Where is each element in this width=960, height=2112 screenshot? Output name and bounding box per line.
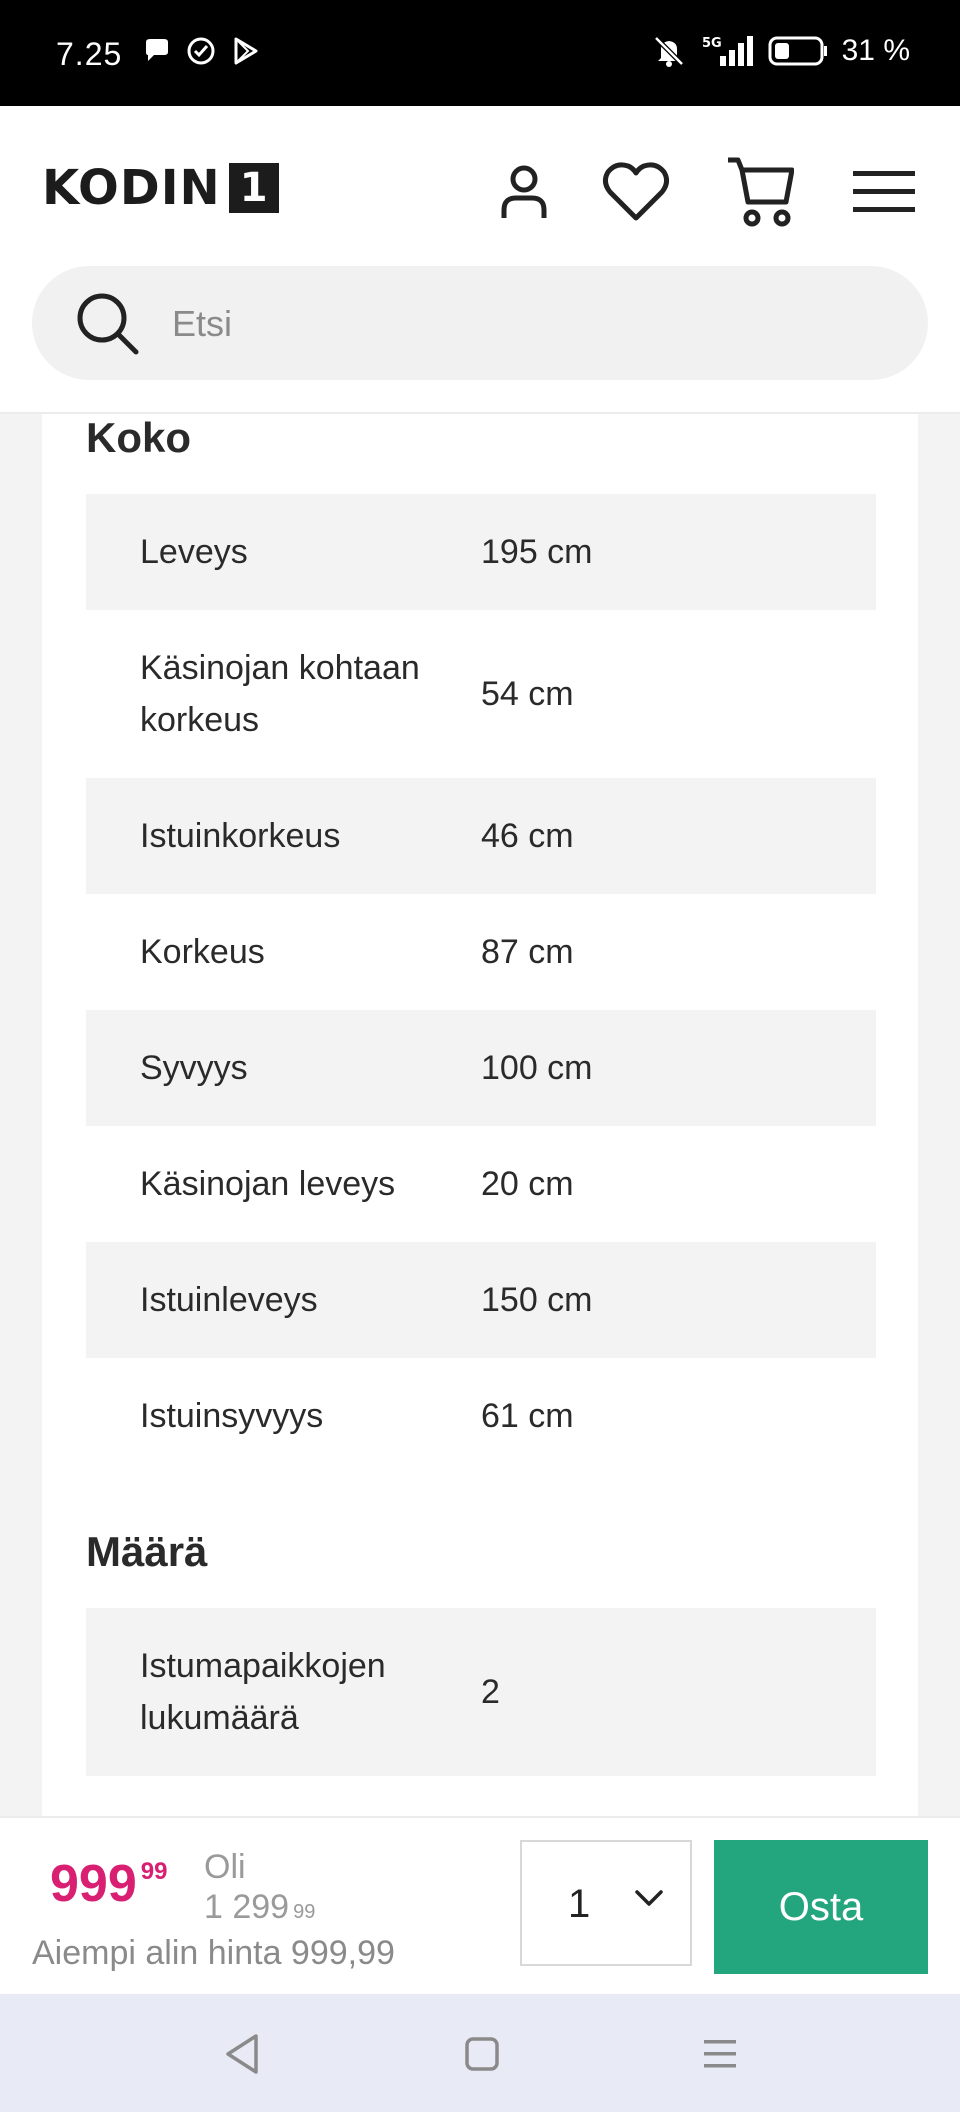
clock: 7.25 (56, 36, 123, 72)
account-button[interactable] (488, 156, 560, 228)
chevron-down-icon (634, 1888, 664, 1908)
spec-label: Istumapaikkojen lukumäärä (140, 1647, 386, 1737)
spec-label: Istuinkorkeus (140, 817, 341, 855)
current-price (50, 1854, 167, 1914)
home-button[interactable] (456, 2028, 508, 2080)
spec-row (86, 1126, 876, 1242)
menu-icon (851, 167, 917, 217)
spec-row (86, 1242, 876, 1358)
notification-icons (142, 36, 260, 66)
section-title-maara: Määrä (86, 1528, 208, 1575)
back-button[interactable] (216, 2028, 268, 2080)
section-title-koko: Koko (86, 414, 191, 461)
logo[interactable] (42, 162, 279, 214)
svg-text:5G: 5G (701, 36, 722, 51)
recents-icon (700, 2034, 740, 2074)
spec-value: 46 cm (481, 816, 574, 855)
battery-level: 31 % (841, 34, 910, 67)
battery-icon (768, 35, 828, 67)
spec-row (86, 1608, 876, 1776)
previous-price-integer: 1 299 (204, 1888, 290, 1926)
spec-value: 150 cm (481, 1280, 593, 1319)
spec-label: Käsinojan leveys (140, 1165, 396, 1203)
previous-price (204, 1888, 315, 1927)
recents-button[interactable] (694, 2028, 746, 2080)
spec-row (86, 1010, 876, 1126)
site-header (0, 106, 960, 414)
spec-value: 87 cm (481, 932, 574, 971)
home-icon (462, 2034, 502, 2074)
search-input[interactable] (172, 296, 872, 352)
spec-label: Syvyys (140, 1049, 248, 1087)
spec-value: 195 cm (481, 532, 593, 571)
spec-label: Käsinojan kohtaan korkeus (140, 649, 420, 739)
status-bar (0, 0, 960, 106)
search-icon[interactable] (74, 290, 142, 358)
spec-value: 100 cm (481, 1048, 593, 1087)
price-decimals: 99 (140, 1858, 168, 1885)
spec-value: 61 cm (481, 1396, 574, 1435)
system-nav-bar (0, 1994, 960, 2112)
previous-price-label: Oli (204, 1848, 246, 1886)
logo-text: KODIN (42, 160, 221, 216)
buy-button[interactable]: Osta (714, 1840, 928, 1974)
wishlist-button[interactable] (600, 156, 672, 228)
spec-value: 20 cm (481, 1164, 574, 1203)
check-circle-icon (186, 36, 216, 66)
spec-label: Istuinsyvyys (140, 1397, 324, 1435)
spec-row (86, 894, 876, 1010)
spec-row (86, 494, 876, 610)
spec-value: 54 cm (481, 674, 574, 713)
spec-label: Korkeus (140, 933, 265, 971)
user-icon (496, 162, 552, 222)
spec-label: Leveys (140, 533, 248, 571)
spec-value: 2 (481, 1672, 500, 1711)
spec-table-koko (86, 494, 876, 1474)
spec-row (86, 610, 876, 778)
quantity-value: 1 (568, 1882, 591, 1926)
spec-row (86, 778, 876, 894)
spec-row (86, 1358, 876, 1474)
chat-icon (142, 36, 172, 66)
price-integer: 999 (50, 1855, 137, 1913)
product-specs (42, 414, 918, 1816)
cart-icon (726, 156, 794, 228)
lowest-price-note: Aiempi alin hinta 999,99 (32, 1934, 395, 1972)
purchase-bar (0, 1816, 960, 1994)
heart-icon (600, 160, 672, 224)
bell-off-icon (652, 34, 686, 68)
signal-5g-icon (700, 34, 754, 68)
system-icons (652, 34, 910, 68)
spec-label: Istuinleveys (140, 1281, 318, 1319)
back-icon (222, 2032, 262, 2076)
menu-button[interactable] (848, 156, 920, 228)
cart-button[interactable] (724, 156, 796, 228)
play-store-icon (230, 36, 260, 66)
logo-number: 1 (229, 163, 279, 213)
spec-table-maara (86, 1608, 876, 1776)
previous-price-decimals: 99 (293, 1901, 316, 1923)
search-bar[interactable] (32, 266, 928, 380)
quantity-select[interactable] (520, 1840, 692, 1966)
